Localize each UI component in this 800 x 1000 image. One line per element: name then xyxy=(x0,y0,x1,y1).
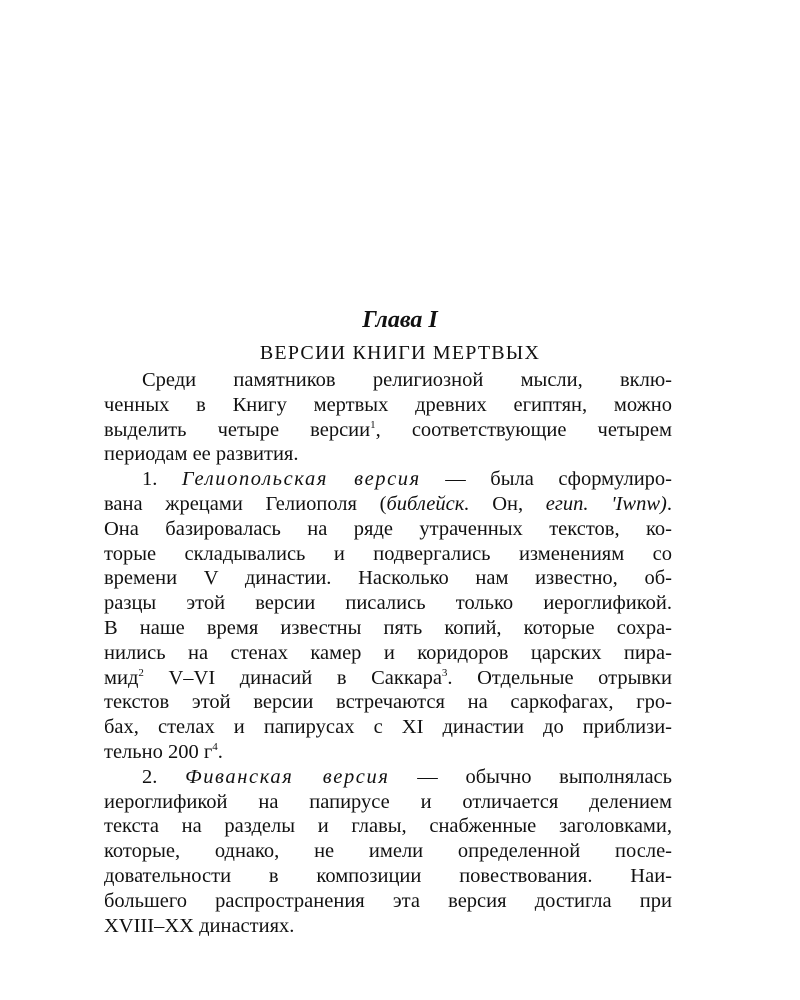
text-line: 1. Гелиопольская версия — была сформулиро- xyxy=(142,468,672,491)
text-line: Она базировалась на ряде утраченных текстов, ко- xyxy=(104,517,672,540)
text-line: иероглификой на папирусе и отличается делением xyxy=(104,790,672,813)
text-line: текстов этой версии встречаются на саркофагах, гро- xyxy=(104,691,672,714)
term-theban-version: Фиванская версия xyxy=(185,765,390,788)
chapter-title: ВЕРСИИ КНИГИ МЕРТВЫХ xyxy=(259,342,541,364)
text-line: тельно 200 $г^4$. xyxy=(104,740,223,763)
text-line: большего распространения эта версия достигла при xyxy=(104,889,672,912)
text-line: текста на разделы и главы, снабженные заголовками, xyxy=(104,815,672,838)
footnote-ref-2[interactable]: 2 xyxy=(138,666,144,679)
chapter-number: Глава I xyxy=(362,307,438,333)
text-line: нились на стенах камер и коридоров царских пира- xyxy=(104,641,672,664)
text-line: 2. Фиванская версия — обычно выполнялась xyxy=(142,765,672,788)
paragraph-3 xyxy=(104,765,672,939)
term-heliopolis-version: Гелиопольская версия xyxy=(181,468,421,491)
text-line: Среди памятников религиозной мысли, вклю- xyxy=(142,369,672,391)
text-line: довательности в композиции повествования. Наи- xyxy=(104,864,672,887)
footnote-ref-1[interactable]: 1 xyxy=(370,418,376,431)
text-line: ченных в Книгу мертвых древних египтян, можно xyxy=(104,393,672,416)
text-line: XVIII–XX династиях. xyxy=(104,914,295,937)
text-line: торые складывались и подвергались изменениям со xyxy=(104,542,672,565)
chapter-body xyxy=(104,368,672,938)
paragraph-1 xyxy=(104,368,672,467)
text-line: времени V династии. Насколько нам известно, об- xyxy=(104,567,672,590)
text-line: разцы этой версии писались только иероглификой. xyxy=(104,592,672,615)
text-line: выделить четыре версии$^1$, соответствующие четырем xyxy=(104,418,672,441)
text-line: которые, однако, не имели определенной после- xyxy=(104,840,672,863)
chapter-heading xyxy=(0,306,800,368)
paragraph-2 xyxy=(104,467,672,765)
text-line: вана жрецами Гелиополя (библейск. Он, егип. 'Iwnw). xyxy=(104,492,672,515)
text-line: В наше время известны пять копий, которые сохра- xyxy=(104,616,672,639)
text-line: мид$^2$ V–VI динасий в Саккара$^3$. Отдельные отрывки xyxy=(104,666,672,689)
footnote-ref-3[interactable]: 3 xyxy=(441,666,448,679)
footnote-ref-4[interactable]: 4 xyxy=(212,741,218,754)
text-line: периодам ее развития. xyxy=(104,443,299,466)
text-line: бах, стелах и папирусах с XI династии до приблизи- xyxy=(104,716,672,739)
